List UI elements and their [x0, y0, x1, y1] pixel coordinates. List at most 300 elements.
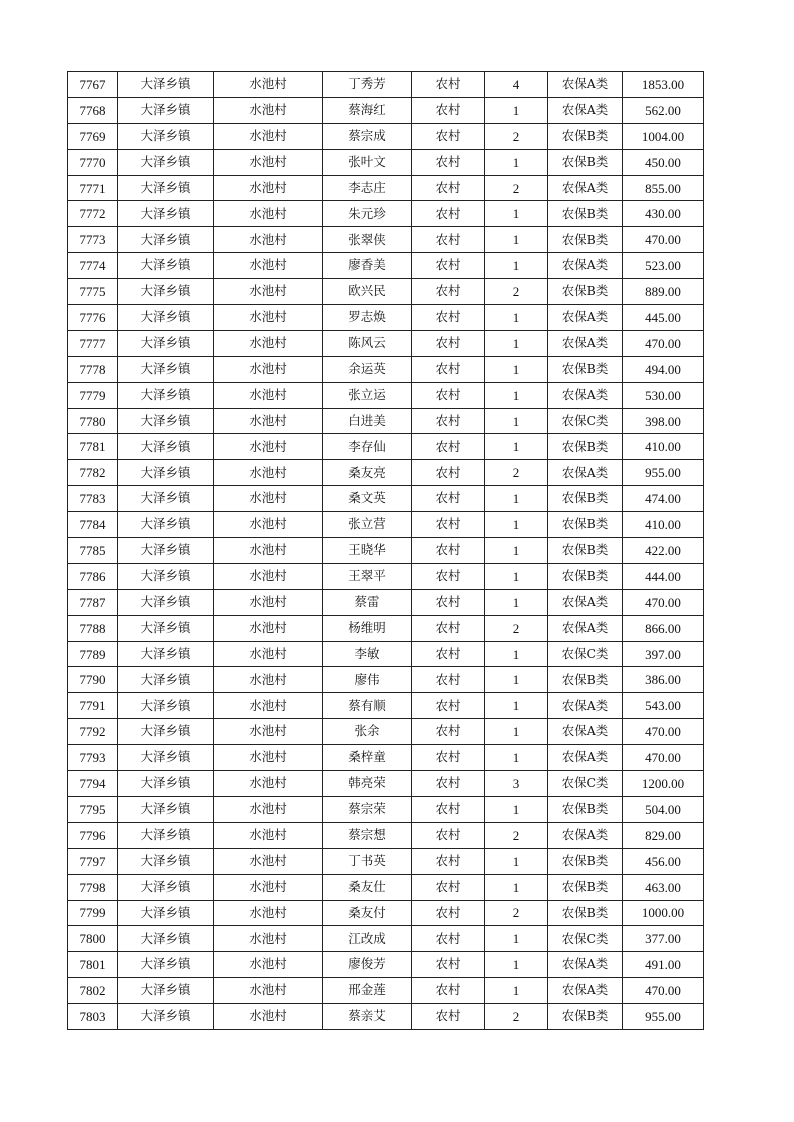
- name-cell: 蔡宗想: [323, 822, 412, 848]
- category-cell: 农保A类: [548, 978, 623, 1004]
- category-cell: 农保A类: [548, 175, 623, 201]
- household-type-cell: 农村: [412, 408, 485, 434]
- amount-cell: 562.00: [623, 97, 704, 123]
- member-count-cell: 1: [485, 589, 548, 615]
- village-cell: 水池村: [214, 382, 323, 408]
- member-count-cell: 1: [485, 201, 548, 227]
- household-type-cell: 农村: [412, 1004, 485, 1030]
- household-type-cell: 农村: [412, 512, 485, 538]
- name-cell: 桑友亮: [323, 460, 412, 486]
- amount-cell: 1004.00: [623, 123, 704, 149]
- township-cell: 大泽乡镇: [118, 796, 214, 822]
- serial-number-cell: 7776: [68, 305, 118, 331]
- category-cell: 农保B类: [548, 201, 623, 227]
- category-cell: 农保A类: [548, 460, 623, 486]
- name-cell: 张立运: [323, 382, 412, 408]
- table-row: [68, 382, 704, 408]
- category-cell: 农保A类: [548, 382, 623, 408]
- member-count-cell: 1: [485, 641, 548, 667]
- township-cell: 大泽乡镇: [118, 305, 214, 331]
- township-cell: 大泽乡镇: [118, 72, 214, 98]
- table-row: [68, 72, 704, 98]
- serial-number-cell: 7787: [68, 589, 118, 615]
- village-cell: 水池村: [214, 538, 323, 564]
- household-type-cell: 农村: [412, 227, 485, 253]
- name-cell: 廖香美: [323, 253, 412, 279]
- amount-cell: 829.00: [623, 822, 704, 848]
- table-row: [68, 175, 704, 201]
- household-type-cell: 农村: [412, 952, 485, 978]
- serial-number-cell: 7800: [68, 926, 118, 952]
- township-cell: 大泽乡镇: [118, 175, 214, 201]
- amount-cell: 543.00: [623, 693, 704, 719]
- amount-cell: 398.00: [623, 408, 704, 434]
- household-type-cell: 农村: [412, 123, 485, 149]
- village-cell: 水池村: [214, 227, 323, 253]
- serial-number-cell: 7797: [68, 848, 118, 874]
- name-cell: 余运英: [323, 356, 412, 382]
- township-cell: 大泽乡镇: [118, 279, 214, 305]
- member-count-cell: 1: [485, 434, 548, 460]
- category-cell: 农保B类: [548, 486, 623, 512]
- township-cell: 大泽乡镇: [118, 719, 214, 745]
- serial-number-cell: 7798: [68, 874, 118, 900]
- village-cell: 水池村: [214, 771, 323, 797]
- table-body: [68, 72, 704, 1030]
- serial-number-cell: 7786: [68, 563, 118, 589]
- name-cell: 丁书英: [323, 848, 412, 874]
- household-type-cell: 农村: [412, 97, 485, 123]
- category-cell: 农保A类: [548, 822, 623, 848]
- amount-cell: 444.00: [623, 563, 704, 589]
- member-count-cell: 2: [485, 822, 548, 848]
- table-row: [68, 279, 704, 305]
- amount-cell: 445.00: [623, 305, 704, 331]
- member-count-cell: 1: [485, 330, 548, 356]
- member-count-cell: 3: [485, 771, 548, 797]
- category-cell: 农保A类: [548, 330, 623, 356]
- township-cell: 大泽乡镇: [118, 123, 214, 149]
- serial-number-cell: 7775: [68, 279, 118, 305]
- village-cell: 水池村: [214, 796, 323, 822]
- village-cell: 水池村: [214, 952, 323, 978]
- name-cell: 蔡宗荣: [323, 796, 412, 822]
- name-cell: 蔡雷: [323, 589, 412, 615]
- table-row: [68, 952, 704, 978]
- village-cell: 水池村: [214, 719, 323, 745]
- household-type-cell: 农村: [412, 641, 485, 667]
- name-cell: 蔡海红: [323, 97, 412, 123]
- category-cell: 农保C类: [548, 771, 623, 797]
- table-row: [68, 796, 704, 822]
- amount-cell: 1000.00: [623, 900, 704, 926]
- name-cell: 蔡宗成: [323, 123, 412, 149]
- serial-number-cell: 7789: [68, 641, 118, 667]
- table-row: [68, 615, 704, 641]
- village-cell: 水池村: [214, 874, 323, 900]
- category-cell: 农保C类: [548, 408, 623, 434]
- member-count-cell: 1: [485, 538, 548, 564]
- township-cell: 大泽乡镇: [118, 1004, 214, 1030]
- serial-number-cell: 7777: [68, 330, 118, 356]
- table-row: [68, 641, 704, 667]
- household-type-cell: 农村: [412, 822, 485, 848]
- name-cell: 桑文英: [323, 486, 412, 512]
- township-cell: 大泽乡镇: [118, 563, 214, 589]
- township-cell: 大泽乡镇: [118, 253, 214, 279]
- member-count-cell: 2: [485, 1004, 548, 1030]
- township-cell: 大泽乡镇: [118, 227, 214, 253]
- category-cell: 农保B类: [548, 512, 623, 538]
- amount-cell: 430.00: [623, 201, 704, 227]
- amount-cell: 470.00: [623, 978, 704, 1004]
- table-row: [68, 978, 704, 1004]
- serial-number-cell: 7783: [68, 486, 118, 512]
- household-type-cell: 农村: [412, 978, 485, 1004]
- name-cell: 陈风云: [323, 330, 412, 356]
- member-count-cell: 1: [485, 512, 548, 538]
- serial-number-cell: 7799: [68, 900, 118, 926]
- village-cell: 水池村: [214, 149, 323, 175]
- name-cell: 欧兴民: [323, 279, 412, 305]
- name-cell: 张余: [323, 719, 412, 745]
- member-count-cell: 1: [485, 356, 548, 382]
- member-count-cell: 1: [485, 926, 548, 952]
- amount-cell: 397.00: [623, 641, 704, 667]
- member-count-cell: 4: [485, 72, 548, 98]
- amount-cell: 889.00: [623, 279, 704, 305]
- name-cell: 罗志焕: [323, 305, 412, 331]
- table-row: [68, 719, 704, 745]
- township-cell: 大泽乡镇: [118, 589, 214, 615]
- table-row: [68, 745, 704, 771]
- table-row: [68, 201, 704, 227]
- member-count-cell: 1: [485, 253, 548, 279]
- township-cell: 大泽乡镇: [118, 201, 214, 227]
- village-cell: 水池村: [214, 926, 323, 952]
- category-cell: 农保A类: [548, 97, 623, 123]
- amount-cell: 410.00: [623, 434, 704, 460]
- township-cell: 大泽乡镇: [118, 926, 214, 952]
- village-cell: 水池村: [214, 486, 323, 512]
- household-type-cell: 农村: [412, 848, 485, 874]
- category-cell: 农保B类: [548, 538, 623, 564]
- township-cell: 大泽乡镇: [118, 512, 214, 538]
- household-type-cell: 农村: [412, 771, 485, 797]
- township-cell: 大泽乡镇: [118, 538, 214, 564]
- serial-number-cell: 7767: [68, 72, 118, 98]
- serial-number-cell: 7773: [68, 227, 118, 253]
- village-cell: 水池村: [214, 900, 323, 926]
- serial-number-cell: 7774: [68, 253, 118, 279]
- name-cell: 邢金莲: [323, 978, 412, 1004]
- name-cell: 蔡亲艾: [323, 1004, 412, 1030]
- serial-number-cell: 7770: [68, 149, 118, 175]
- table-row: [68, 149, 704, 175]
- table-row: [68, 512, 704, 538]
- serial-number-cell: 7782: [68, 460, 118, 486]
- amount-cell: 855.00: [623, 175, 704, 201]
- table-row: [68, 486, 704, 512]
- category-cell: 农保B类: [548, 848, 623, 874]
- village-cell: 水池村: [214, 589, 323, 615]
- township-cell: 大泽乡镇: [118, 848, 214, 874]
- category-cell: 农保A类: [548, 253, 623, 279]
- village-cell: 水池村: [214, 434, 323, 460]
- name-cell: 廖俊芳: [323, 952, 412, 978]
- amount-cell: 377.00: [623, 926, 704, 952]
- table-row: [68, 822, 704, 848]
- serial-number-cell: 7780: [68, 408, 118, 434]
- member-count-cell: 1: [485, 408, 548, 434]
- township-cell: 大泽乡镇: [118, 356, 214, 382]
- household-type-cell: 农村: [412, 667, 485, 693]
- township-cell: 大泽乡镇: [118, 149, 214, 175]
- member-count-cell: 1: [485, 486, 548, 512]
- member-count-cell: 1: [485, 227, 548, 253]
- table-row: [68, 253, 704, 279]
- township-cell: 大泽乡镇: [118, 330, 214, 356]
- serial-number-cell: 7769: [68, 123, 118, 149]
- serial-number-cell: 7768: [68, 97, 118, 123]
- table-row: [68, 408, 704, 434]
- category-cell: 农保A类: [548, 719, 623, 745]
- table-row: [68, 589, 704, 615]
- village-cell: 水池村: [214, 641, 323, 667]
- village-cell: 水池村: [214, 201, 323, 227]
- name-cell: 张翠侠: [323, 227, 412, 253]
- name-cell: 桑友付: [323, 900, 412, 926]
- name-cell: 王翠平: [323, 563, 412, 589]
- category-cell: 农保B类: [548, 279, 623, 305]
- household-type-cell: 农村: [412, 926, 485, 952]
- amount-cell: 422.00: [623, 538, 704, 564]
- category-cell: 农保A类: [548, 72, 623, 98]
- village-cell: 水池村: [214, 512, 323, 538]
- village-cell: 水池村: [214, 279, 323, 305]
- household-type-cell: 农村: [412, 874, 485, 900]
- household-type-cell: 农村: [412, 615, 485, 641]
- serial-number-cell: 7779: [68, 382, 118, 408]
- amount-cell: 1200.00: [623, 771, 704, 797]
- category-cell: 农保A类: [548, 589, 623, 615]
- serial-number-cell: 7772: [68, 201, 118, 227]
- village-cell: 水池村: [214, 563, 323, 589]
- name-cell: 江改成: [323, 926, 412, 952]
- amount-cell: 386.00: [623, 667, 704, 693]
- member-count-cell: 1: [485, 978, 548, 1004]
- amount-cell: 1853.00: [623, 72, 704, 98]
- serial-number-cell: 7771: [68, 175, 118, 201]
- township-cell: 大泽乡镇: [118, 693, 214, 719]
- township-cell: 大泽乡镇: [118, 667, 214, 693]
- name-cell: 桑友仕: [323, 874, 412, 900]
- village-cell: 水池村: [214, 97, 323, 123]
- serial-number-cell: 7790: [68, 667, 118, 693]
- amount-cell: 494.00: [623, 356, 704, 382]
- member-count-cell: 2: [485, 615, 548, 641]
- township-cell: 大泽乡镇: [118, 97, 214, 123]
- name-cell: 李敏: [323, 641, 412, 667]
- household-type-cell: 农村: [412, 900, 485, 926]
- member-count-cell: 1: [485, 952, 548, 978]
- amount-cell: 470.00: [623, 745, 704, 771]
- member-count-cell: 2: [485, 279, 548, 305]
- village-cell: 水池村: [214, 305, 323, 331]
- category-cell: 农保A类: [548, 615, 623, 641]
- household-type-cell: 农村: [412, 796, 485, 822]
- member-count-cell: 1: [485, 97, 548, 123]
- village-cell: 水池村: [214, 693, 323, 719]
- name-cell: 李志庄: [323, 175, 412, 201]
- category-cell: 农保C类: [548, 926, 623, 952]
- amount-cell: 491.00: [623, 952, 704, 978]
- serial-number-cell: 7794: [68, 771, 118, 797]
- township-cell: 大泽乡镇: [118, 382, 214, 408]
- table-row: [68, 123, 704, 149]
- name-cell: 桑梓童: [323, 745, 412, 771]
- amount-cell: 410.00: [623, 512, 704, 538]
- category-cell: 农保B类: [548, 149, 623, 175]
- amount-cell: 474.00: [623, 486, 704, 512]
- member-count-cell: 2: [485, 900, 548, 926]
- amount-cell: 463.00: [623, 874, 704, 900]
- member-count-cell: 1: [485, 305, 548, 331]
- amount-cell: 470.00: [623, 719, 704, 745]
- member-count-cell: 2: [485, 460, 548, 486]
- township-cell: 大泽乡镇: [118, 460, 214, 486]
- table-row: [68, 848, 704, 874]
- village-cell: 水池村: [214, 408, 323, 434]
- household-type-cell: 农村: [412, 563, 485, 589]
- township-cell: 大泽乡镇: [118, 745, 214, 771]
- table-row: [68, 356, 704, 382]
- table-row: [68, 538, 704, 564]
- village-cell: 水池村: [214, 978, 323, 1004]
- member-count-cell: 2: [485, 175, 548, 201]
- township-cell: 大泽乡镇: [118, 900, 214, 926]
- amount-cell: 955.00: [623, 460, 704, 486]
- household-type-cell: 农村: [412, 719, 485, 745]
- household-type-cell: 农村: [412, 486, 485, 512]
- village-cell: 水池村: [214, 175, 323, 201]
- village-cell: 水池村: [214, 615, 323, 641]
- category-cell: 农保B类: [548, 900, 623, 926]
- household-type-cell: 农村: [412, 460, 485, 486]
- serial-number-cell: 7793: [68, 745, 118, 771]
- table-row: [68, 434, 704, 460]
- village-cell: 水池村: [214, 1004, 323, 1030]
- name-cell: 杨维明: [323, 615, 412, 641]
- household-type-cell: 农村: [412, 253, 485, 279]
- table-row: [68, 771, 704, 797]
- table-row: [68, 874, 704, 900]
- name-cell: 李存仙: [323, 434, 412, 460]
- household-type-cell: 农村: [412, 330, 485, 356]
- table-row: [68, 97, 704, 123]
- amount-cell: 866.00: [623, 615, 704, 641]
- table-row: [68, 330, 704, 356]
- township-cell: 大泽乡镇: [118, 771, 214, 797]
- household-type-cell: 农村: [412, 72, 485, 98]
- name-cell: 白进美: [323, 408, 412, 434]
- serial-number-cell: 7802: [68, 978, 118, 1004]
- category-cell: 农保B类: [548, 563, 623, 589]
- household-type-cell: 农村: [412, 279, 485, 305]
- table-row: [68, 900, 704, 926]
- household-type-cell: 农村: [412, 356, 485, 382]
- township-cell: 大泽乡镇: [118, 822, 214, 848]
- household-type-cell: 农村: [412, 745, 485, 771]
- member-count-cell: 2: [485, 123, 548, 149]
- serial-number-cell: 7796: [68, 822, 118, 848]
- amount-cell: 504.00: [623, 796, 704, 822]
- township-cell: 大泽乡镇: [118, 408, 214, 434]
- table-row: [68, 460, 704, 486]
- category-cell: 农保B类: [548, 356, 623, 382]
- name-cell: 廖伟: [323, 667, 412, 693]
- amount-cell: 456.00: [623, 848, 704, 874]
- village-cell: 水池村: [214, 460, 323, 486]
- table-row: [68, 926, 704, 952]
- amount-cell: 523.00: [623, 253, 704, 279]
- member-count-cell: 1: [485, 667, 548, 693]
- table-row: [68, 1004, 704, 1030]
- table-row: [68, 563, 704, 589]
- table-row: [68, 305, 704, 331]
- serial-number-cell: 7795: [68, 796, 118, 822]
- category-cell: 农保A类: [548, 693, 623, 719]
- amount-cell: 470.00: [623, 227, 704, 253]
- serial-number-cell: 7792: [68, 719, 118, 745]
- village-cell: 水池村: [214, 123, 323, 149]
- member-count-cell: 1: [485, 874, 548, 900]
- amount-cell: 450.00: [623, 149, 704, 175]
- member-count-cell: 1: [485, 382, 548, 408]
- table-row: [68, 227, 704, 253]
- member-count-cell: 1: [485, 796, 548, 822]
- village-cell: 水池村: [214, 253, 323, 279]
- household-type-cell: 农村: [412, 538, 485, 564]
- township-cell: 大泽乡镇: [118, 615, 214, 641]
- village-cell: 水池村: [214, 848, 323, 874]
- table-row: [68, 693, 704, 719]
- household-type-cell: 农村: [412, 693, 485, 719]
- table-row: [68, 667, 704, 693]
- name-cell: 丁秀芳: [323, 72, 412, 98]
- member-count-cell: 1: [485, 149, 548, 175]
- category-cell: 农保C类: [548, 641, 623, 667]
- village-cell: 水池村: [214, 330, 323, 356]
- amount-cell: 530.00: [623, 382, 704, 408]
- amount-cell: 955.00: [623, 1004, 704, 1030]
- category-cell: 农保B类: [548, 123, 623, 149]
- category-cell: 农保B类: [548, 227, 623, 253]
- category-cell: 农保B类: [548, 874, 623, 900]
- village-cell: 水池村: [214, 745, 323, 771]
- member-count-cell: 1: [485, 693, 548, 719]
- category-cell: 农保A类: [548, 305, 623, 331]
- name-cell: 王晓华: [323, 538, 412, 564]
- subsidy-register-table: [67, 71, 704, 1030]
- village-cell: 水池村: [214, 667, 323, 693]
- member-count-cell: 1: [485, 563, 548, 589]
- serial-number-cell: 7781: [68, 434, 118, 460]
- name-cell: 朱元珍: [323, 201, 412, 227]
- member-count-cell: 1: [485, 745, 548, 771]
- township-cell: 大泽乡镇: [118, 978, 214, 1004]
- serial-number-cell: 7785: [68, 538, 118, 564]
